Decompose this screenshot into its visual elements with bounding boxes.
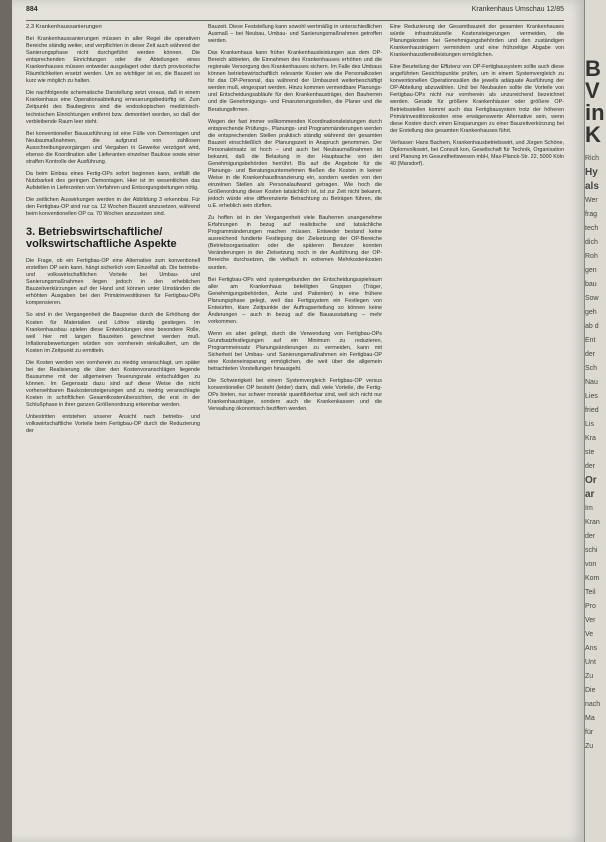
text-fragment: Die (585, 687, 596, 694)
text-fragment: Teil (585, 589, 596, 596)
paragraph: Die nachfolgende schematische Darstellung setzt voraus, daß in einem Krankenhaus eine Operationsabteilung erneuerungsbedürftig ist. Zum Zeitpunkt des Baubeginns sind die endoskopischen medizinisch-technischen Einrichtungen entfernt bzw. demontiert worden, so daß der verbleibende Raum leer steht. (26, 90, 200, 125)
text-fragment: schi (585, 547, 598, 554)
page-header (26, 6, 564, 21)
paragraph: Zu hoffen ist in der Vergangenheit viele Bauherren unangenehme Erfahrungen in bezug auf realistische und tatsächliche Programmänderungen machen müssen. Entweder bestand keine ausreichend fundierte Festlegung der Zielsetzung der OP-Bereiche (Betriebsorganisation oder die späteren Benutzer konnten Veränderungen in der Zielsetzung noch in der Ausführung der OP-Bereiche durchsetzen, die vielfach in extremen Mehrkostenkosten wurden. (208, 215, 382, 271)
journal-title: Krankenhaus Umschau 12/85 (471, 6, 564, 13)
paragraph: Die Schwierigkeit bei einem Systemvergleich Fertigbau-OP versus konventioneller OP besteht (leider) darin, daß viele Vorteile, die Fertig-OPs bieten, nur schwer monetär quantifizierbar sind, weil sich nicht nur Krankenhausträger, sondern auch die Krankenkassen und die Verwaltung ökonomisch beziffern werden. (208, 378, 382, 413)
text-fragment: Rich (585, 155, 600, 162)
text-fragment: Roh (585, 253, 598, 260)
text-fragment: Unt (585, 659, 596, 666)
text-fragment: von (585, 561, 597, 568)
paragraph: Wegen der fast immer vollkommenden Koordinationsleistungen durch entsprechende Prüfungs-, Planungs- und Programmänderungen werden die entsprechenden Stellen praktisch ständig während der gesamten Bauzeit einschließlich der Planungszeit in Anspruch genommen. Der Personaleinsatz ist hoch – und auch bei Neubaumaßnahmen ist bekannt, daß die Belastung in der Hauptsache von den Genehmigungsbehörden herrührt. Bis auf die Angebote für die Planungs- und Beratungsunternehmen fließen die Kosten in keiner Weise in die Krankenhausfinanzierung ein, sondern werden von den einzelnen Stellen als Personalaufwand getragen. Wie hoch die Größenordnung dieser Kosten tatsächlich ist, ist zur Zeit nicht bekannt, jedoch würde eine differenzierte Betrachtung zu Beträgen führen, die u.E. erheblich sein dürften. (208, 118, 382, 210)
text-fragment: fried (585, 407, 599, 414)
heading-fragment: B (585, 56, 601, 81)
paragraph: So sind in der Vergangenheit die Baupreise durch die Erhöhung der Kosten für Materialien und Löhne ständig gestiegen. Im Krankenhausbau spielen diese Entwicklungen eine besondere Rolle, weil hier mit langen Bauzeiten gerechnet werden muß. Inflationsbewertungen würden von vornherein einkalkuliert, um die Kosten im Zeitpunkt zu ermitteln. (26, 312, 200, 354)
paragraph: Bei Krankenhaussanierungen müssen in aller Regel die operativen Bereiche ständig weiter, und verpflichten in dieser Zeit auch während der Sanierungsphase nicht durchgeführt werden können. Die entsprechenden Einrichtungen oder die Abteilungen eines Krankenhauses müssen entweder ausgelagert oder durch provisorische Räumlichkeiten ersetzt werden. Um so wichtiger ist es, die Bauzeit so kurz wie möglich zu halten. (26, 36, 200, 85)
paragraph: Die zeitlichen Auswirkungen werden in der Abbildung 3 erkennbar. Für den Fertigbau-OP sind nur ca. 12 Wochen Bauzeit anzusetzen, während beim konventionellen OP ca. 70 Wochen anzusetzen sind. (26, 196, 200, 218)
text-fragment: Ans (585, 645, 598, 652)
text-fragment: als (585, 181, 599, 192)
text-fragment: Zu (585, 743, 594, 750)
text-fragment: nach (585, 701, 601, 708)
heading-fragment: V (585, 78, 600, 103)
paragraph: Die Frage, ob ein Fertigbau-OP eine Alternative zum konventionell erstellten OP sein kann, hängt sicherlich vom Einzelfall ab. Die betriebs- und volkswirtschaftlichen Vorteile bei Umbau- und Sanierungsmaßnahmen liegen jedoch in den erheblichen Bauzeitverkürzungen auf der Hand und können unter Umständen die erhöhten Ausgaben bei den Primärinvestitionen für Fertigbau-OPs kompensieren. (26, 258, 200, 307)
text-fragment: dich (585, 239, 598, 246)
text-fragment: Ent (585, 337, 596, 344)
paragraph: Das Krankenhaus kann früher Krankenhausleistungen aus dem OP-Bereich abbieten, die Einnahmen des Krankenhauses erhöhen und die regionale Versorgung des Krankenhauses sichern. Im Falle des Umbaus können betriebswirtschaftlich relevante Kosten wie die Personalkosten für das OP-Personal, das während der Umbauzeit weiterbeschäftigt werden muß, eingespart werden. Hinzu kommen vermeidbare Planungs- und Entscheidungsabläufe für den Krankenhausträger, den Bauherren und die Genehmigungs- und Finanzierungsstellen, die Planer und die Beratungsfirmen. (208, 50, 382, 113)
next-page-text-fragments (585, 146, 606, 754)
paragraph: Eine Beurteilung der Effizienz von OP-Fertigbausystem sollte auch diese angeführten Gesichtspunkte prüfen, um in einem Systemvergleich zu konventionellen Operationssälen die jeweils adäquate Ausführung der OP-Abteilung abzuwählen. Und bei Neubauten sollte die Vorteile von Fertigbau-OPs nicht nur vornherein als unzureichend bezeichnet werden. Gerade für größere Krankenhäuser oder größere OP-Betriebsstellen kommt auch das Fertigbausystem trotz der höheren Primärinvestitionskosten eine erwägenswerte Alternative sein, wenn diese Kosten durch einen Einsparungen zu einer Bauzeitverkürzung bei der Erstellung des gesamten Krankenhauses führt. (390, 64, 564, 134)
text-fragment: ste (585, 449, 595, 456)
text-column-2 (208, 24, 382, 418)
text-fragment: Kra (585, 435, 596, 442)
text-column-3 (390, 24, 564, 173)
paragraph: Da beim Einbau eines Fertig-OPs sofort beginnen kann, entfällt die Nutzbarkeit des geringen Demontagen. Hier ist im wesentlichen das Aufstellen in Lieferzeiten von Verfahren und Entsorgungsleitungen nötig. (26, 170, 200, 191)
paragraph: Bei Fertigbau-OPs wird systemgebunden der Entscheidungsspielraum aller am Krankenhaus beteiligten Gruppen (Träger, Genehmigungsbehörden, Ärzte und Patienten) in eine frühere Planungsphase gelegt, weil das Fertigsystem ein Festlegen von Entwürfen, klare Zeitpunkte der Auftragserteilung so können keine Änderungen – auch in bezug auf die Bauausstattung – mehr vorkommen. (208, 276, 382, 325)
text-fragment: Sch (585, 365, 598, 372)
text-fragment: ab d (585, 323, 599, 330)
heading-fragment: K (585, 122, 601, 147)
text-fragment: geh (585, 309, 597, 316)
text-fragment: Hy (585, 167, 598, 178)
text-fragment: tech (585, 225, 599, 232)
text-fragment: Zu (585, 673, 594, 680)
paragraph: Unbestritten entstehen unserer Ansicht nach betriebs- und volkswirtschaftliche Vorteile beim Fertigbau-OP durch die Reduzierung der (26, 414, 200, 435)
text-fragment: Ver (585, 617, 596, 624)
paragraph: Wenn es aber gelingt, durch die Verwendung von Fertigbau-OPs Grundsatzfestlegungen auf ein Minimum zu reduzieren, Programmeinsatz Planungsänderungen zu vermeiden, kann mit Sicherheit bei Umbau- und Sanierungsmaßnahmen ein Fertigbau-OP eine Kosteneinsparung ermöglichen, die weit über die allgemein betrachteten Vorstellungen hinausgeht. (208, 330, 382, 373)
section-heading: 3. Betriebswirtschaftliche/ volkswirtschaftliche Aspekte (26, 226, 177, 251)
text-fragment: Ve (585, 631, 594, 638)
subsection-heading: 2.3 Krankenhaussanierungen (26, 24, 102, 30)
paragraph: Bauzeit. Diese Feststellung kann sowohl wertmäßig in unterschiedlichen Ausmaß – bei Neubau, Umbau- und Sanierungsmaßnahmen getroffen werden. (208, 24, 382, 45)
heading-fragment: in (585, 100, 605, 125)
journal-page (12, 0, 584, 842)
text-fragment: Wer (585, 197, 598, 204)
text-fragment: frag (585, 211, 598, 218)
text-fragment: für (585, 729, 594, 736)
text-fragment: Lis (585, 421, 594, 428)
text-fragment: gen (585, 267, 597, 274)
paragraph: Die Kosten werden von vornherein zu niedrig veranschlagt, um später bei der Realisierung die über den Kostenvoranschlägen liegende Bausumme mit der allgemeinen Teuerungsrate entschuldigen zu können. Im Gegensatz dazu sind auf diese Weise die nicht vorhersehbaren Baukostensteigerungen und zu niedrig veranschlagte Kosten in schriftlichen Gesamtkostenübersichten, die erst in der Schlußphase in ihrer ganzen Größenordnung erkennbar werden. (26, 359, 200, 409)
text-fragment: Im (585, 505, 593, 512)
text-fragment: Or (585, 475, 597, 486)
text-column-1 (26, 24, 200, 440)
text-fragment: Sow (585, 295, 599, 302)
text-fragment: ar (585, 489, 595, 500)
page-number: 884 (26, 6, 38, 13)
text-fragment: Kom (585, 575, 600, 582)
text-fragment: Nau (585, 379, 598, 386)
text-fragment: der (585, 351, 596, 358)
author-note: Verfasser: Hans Bachem, Krankenhausbetriebswirt, und Jürgen Schöne, Diplomvolkswirt, bei Consult kon, Gesellschaft für Technik, Organisation und Planung im Gesundheitswesen mbH, Max-Planck-Str. 22, 5000 Köln 40 (Marsdorf). (390, 139, 564, 167)
paragraph: Bei konventioneller Bauausführung ist eine Fülle von Demontagen und Neubaumaßnahmen, die aufgrund von zahllosen Ausschreibungsvorgängen und Vergaben in Gewerke verzögert wird, ebenso die Koordination aller Lieferanten einzelner Baulose sowie einer straffen Kontrolle der Ausführung. (26, 130, 200, 165)
text-fragment: Kran (585, 519, 600, 526)
next-page-edge (584, 0, 606, 842)
text-fragment: Pro (585, 603, 596, 610)
text-fragment: der (585, 463, 596, 470)
next-page-heading (585, 0, 606, 146)
text-fragment: der (585, 533, 596, 540)
text-fragment: Lies (585, 393, 598, 400)
text-fragment: Ma (585, 715, 595, 722)
paragraph: Eine Reduzierung der Gesamtbauzeit der gesamten Krankenhauses würde infrastrukturelle Kostensteigerungen vermeiden, die Planungskosten bei Genehmigungsbehörden und den zuständigen Krankenhausträgern vermindern und eine frühzeitige Abgabe von Krankenhausdienstleistungen ermöglichen. (390, 24, 564, 59)
text-fragment: bau (585, 281, 597, 288)
